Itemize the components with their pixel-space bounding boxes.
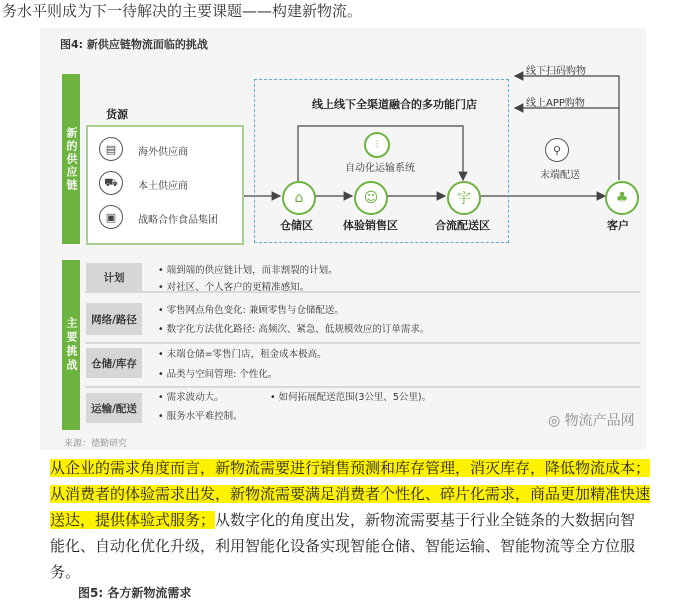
- bullet-text: 数字化方法优化路径: 高频次、紧急、低规模效应的订单需求。: [166, 324, 430, 335]
- automation-icon: ⫶: [364, 132, 390, 158]
- flow-label-last-mile: 末端配送: [540, 170, 580, 181]
- node-label-experience: 体验销售区: [343, 219, 398, 232]
- flow-label-offline: 线下扫码购物: [526, 66, 586, 77]
- highlighted-text: 从企业的需求角度而言，新物流需要进行销售预测和库存管理，消灭库存，降低物流成本；从消费者的体验需求出发，新物流需要满足消费者个性化、碎片化需求，商品更加精准快速送达，提供体验式服务；: [50, 459, 651, 529]
- node-label-warehouse: 仓储区: [280, 219, 313, 232]
- people-icon: ☺: [354, 181, 388, 215]
- bicycle-icon: ⚲: [545, 138, 569, 162]
- challenge-bullet: • 对社区、个人客户的更精准感知。: [158, 282, 310, 293]
- watermark: [548, 410, 635, 430]
- supply-chain-band-label: 新的供应链: [65, 126, 78, 192]
- challenge-bullet: • 品类与空间管理: 个性化。: [158, 369, 278, 380]
- source-item-label: 战略合作食品集团: [138, 215, 218, 226]
- source-item-label: 海外供应商: [138, 147, 188, 158]
- source-box-title: 货源: [106, 108, 128, 121]
- challenge-bullet: • 端到端的供应链计划，而非割裂的计划。: [158, 265, 338, 276]
- challenge-bullet: • 需求波动大。: [158, 392, 224, 403]
- next-figure-title: 图5: 各方新物流需求: [78, 586, 192, 600]
- document-icon: ▤: [99, 137, 123, 161]
- bullet-text: 如何拓展配送范围(3公里、5公里)。: [278, 392, 432, 403]
- source-note: 来源：德勤研究: [64, 439, 128, 449]
- flow-label-online: 线上APP购物: [526, 98, 585, 109]
- node-label-delivery: 合流配送区: [435, 219, 490, 232]
- supply-chain-band: [62, 74, 80, 244]
- bullet-text: 对社区、个人客户的更精准感知。: [166, 282, 310, 293]
- automation-label: 自动化运输系统: [345, 163, 415, 174]
- bullet-text: 零售网点角色变化: 兼顾零售与仓储配送。: [166, 305, 344, 316]
- body-paragraph: [50, 455, 650, 585]
- challenge-bullet: • 如何拓展配送范围(3公里、5公里)。: [270, 392, 432, 403]
- figure-title: 图4: 新供应链物流面临的挑战: [60, 38, 208, 51]
- arrow-offline-shopping: [515, 76, 619, 180]
- box-icon: ▣: [99, 205, 123, 229]
- challenge-bullet: • 数字化方法优化路径: 高频次、紧急、低规模效应的订单需求。: [158, 324, 430, 335]
- intro-line: 务水平则成为下一待解决的主要课题——构建新物流。: [2, 2, 363, 20]
- bullet-text: 服务水平难控制。: [166, 411, 243, 422]
- challenge-label-network: 网络/路径: [86, 303, 142, 335]
- challenge-band: [62, 260, 80, 430]
- challenge-bullet: • 末端仓储=零售门店，租金成本极高。: [158, 349, 327, 360]
- bullet-text: 需求波动大。: [166, 392, 224, 403]
- paragraph-text: 从数字化的角度出发，新物流需要基于行业全链条的大数据向智能化、自动化优化升级，利用智能化设备实现智能仓储、智能运输、智能物流等全方位服务。: [50, 511, 636, 581]
- challenge-band-label: 主要挑战: [65, 317, 78, 373]
- challenge-label-plan: 计划: [86, 263, 142, 291]
- house-icon: ⌂: [282, 181, 316, 215]
- challenge-label-transport: 运输/配送: [86, 393, 142, 423]
- customer-label: 客户: [607, 219, 629, 232]
- challenge-label-warehousing: 仓储/库存: [86, 348, 142, 378]
- watermark-text: 物流产品网: [564, 413, 635, 429]
- bullet-text: 端到端的供应链计划，而非割裂的计划。: [166, 265, 338, 276]
- store-box-title: 线上线下全渠道融合的多功能门店: [312, 98, 477, 111]
- challenge-bullet: • 零售网点角色变化: 兼顾零售与仓储配送。: [158, 305, 344, 316]
- watermark-icon: ◎: [548, 413, 561, 429]
- bullet-text: 末端仓储=零售门店，租金成本极高。: [166, 349, 327, 360]
- challenge-bullet: • 服务水平难控制。: [158, 411, 243, 422]
- cart-icon: ⛟: [99, 171, 123, 195]
- customer-icon: ♣: [605, 181, 639, 215]
- bullet-text: 品类与空间管理: 个性化。: [166, 369, 278, 380]
- source-item-label: 本土供应商: [138, 181, 188, 192]
- delivery-icon: 宇: [447, 181, 481, 215]
